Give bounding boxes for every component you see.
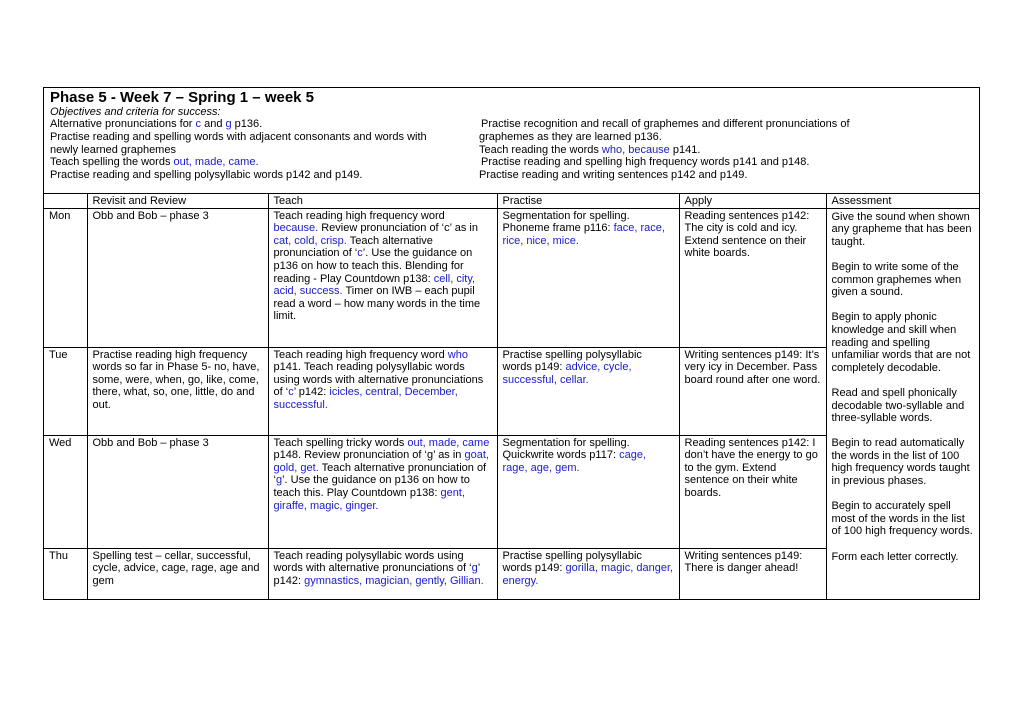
objective-left-5: Practise reading and spelling polysyllabic words p142 and p149. xyxy=(50,169,363,181)
objective-right-3: Teach reading the words who, because p141. xyxy=(479,143,701,156)
day-cell-mon: Mon xyxy=(44,208,87,347)
apply-cell-tue: Writing sentences p149: It’s very icy in December. Pass board round after one word. xyxy=(679,347,826,435)
assessment-item: Begin to apply phonic knowledge and skill when reading and spelling unfamiliar words that are not completely decodable. xyxy=(831,311,971,374)
column-header-day xyxy=(44,194,87,208)
assessment-item: Begin to accurately spell most of the words in the list of 100 high frequency words. xyxy=(831,500,973,538)
day-cell-thu: Thu xyxy=(44,548,87,599)
lesson-plan-sheet xyxy=(43,87,980,600)
objective-right-1: Practise recognition and recall of graphemes and different pronunciations of xyxy=(481,118,850,130)
teach-cell-thu: Teach reading polysyllabic words using words with alternative pronunciations of ‘g’ p142: gymnastics, magician, gently, Gillian. xyxy=(268,548,497,599)
teach-cell-mon: Teach reading high frequency word because. Review pronunciation of ‘c’ as in cat, cold, crisp. Teach alternative pronunciation of ‘c’. Use the guidance on p136 on how to teach this. Blending for reading - Play Countdown p138: cell, city, acid, success. Timer on IWB – each pupil read a word – how many words in the time limit. xyxy=(268,208,497,347)
assessment-item: Begin to write some of the common graphemes when given a sound. xyxy=(831,260,962,299)
objective-right-2: graphemes as they are learned p136. xyxy=(479,131,662,143)
column-header-apply: Apply xyxy=(679,194,826,208)
plan-header xyxy=(44,88,979,194)
objectives-label: Objectives and criteria for success: xyxy=(50,106,221,118)
apply-cell-thu: Writing sentences p149: There is danger ahead! xyxy=(679,548,826,599)
column-header-teach: Teach xyxy=(268,194,497,208)
objective-left-4: Teach spelling the words out, made, came. xyxy=(50,156,259,169)
assessment-item: Give the sound when shown any grapheme that has been taught. xyxy=(831,210,972,248)
revisit-cell-mon: Obb and Bob – phase 3 xyxy=(87,208,268,347)
objective-right-4: Practise reading and spelling high frequency words p141 and p148. xyxy=(481,156,810,169)
column-header-revisit: Revisit and Review xyxy=(87,194,268,208)
practise-cell-tue: Practise spelling polysyllabic words p149: advice, cycle, successful, cellar. xyxy=(497,347,679,435)
assessment-item: Begin to read automatically the words in the list of 100 high frequency words taught in previous phases. xyxy=(831,437,970,488)
objective-left-3: newly learned graphemes xyxy=(50,143,176,156)
revisit-cell-tue: Practise reading high frequency words so far in Phase 5- no, have, some, were, when, go, like, come, there, what, so, one, little, do and out. xyxy=(87,347,268,435)
table-header-row xyxy=(44,194,979,208)
objective-right-5: Practise reading and writing sentences p142 and p149. xyxy=(479,169,748,181)
apply-cell-wed: Reading sentences p142: I don’t have the energy to go to the gym. Extend sentence on their white boards. xyxy=(679,435,826,548)
column-header-assessment: Assessment xyxy=(826,194,979,208)
practise-cell-thu: Practise spelling polysyllabic words p149: gorilla, magic, danger, energy. xyxy=(497,548,679,599)
teach-cell-wed: Teach spelling tricky words out, made, came p148. Review pronunciation of ‘g’ as in goat, gold, get. Teach alternative pronunciation of ‘g’. Use the guidance on p136 on how to teach this. Play Countdown p138: gent, giraffe, magic, ginger. xyxy=(268,435,497,548)
practise-cell-wed: Segmentation for spelling. Quickwrite words p117: cage, rage, age, gem. xyxy=(497,435,679,548)
apply-cell-mon: Reading sentences p142: The city is cold and icy. Extend sentence on their white boards. xyxy=(679,208,826,347)
teach-cell-tue: Teach reading high frequency word who p141. Teach reading polysyllabic words using words with alternative pronunciations of ‘c’ p142: icicles, central, December, successful. xyxy=(268,347,497,435)
day-cell-wed: Wed xyxy=(44,435,87,548)
table-row xyxy=(44,208,979,347)
weekly-plan-table xyxy=(44,194,979,600)
revisit-cell-wed: Obb and Bob – phase 3 xyxy=(87,435,268,548)
assessment-cell xyxy=(826,208,979,599)
objective-left-1: Alternative pronunciations for c and g p136. xyxy=(50,118,263,130)
day-cell-tue: Tue xyxy=(44,347,87,435)
assessment-item: Read and spell phonically decodable two-syllable and three-syllable words. xyxy=(831,386,965,425)
practise-cell-mon: Segmentation for spelling. Phoneme frame p116: face, race, rice, nice, mice. xyxy=(497,208,679,347)
objective-left-2: Practise reading and spelling words with adjacent consonants and words with xyxy=(50,131,427,143)
column-header-practise: Practise xyxy=(497,194,679,208)
assessment-item: Form each letter correctly. xyxy=(831,550,959,563)
page-title: Phase 5 - Week 7 – Spring 1 – week 5 xyxy=(50,89,315,106)
revisit-cell-thu: Spelling test – cellar, successful, cycle, advice, cage, rage, age and gem xyxy=(87,548,268,599)
